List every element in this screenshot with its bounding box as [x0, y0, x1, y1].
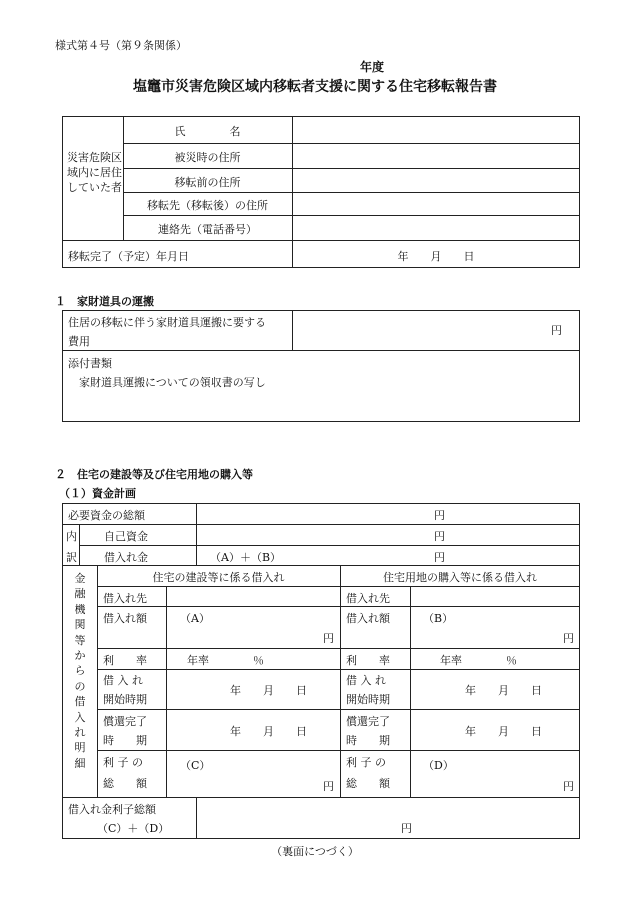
resident-group-label: 災害危険区域内に居住していた者	[67, 151, 122, 194]
breakdown-label-bottom: 訳	[66, 551, 77, 564]
land-start-date[interactable]: 年 月 日	[465, 684, 542, 697]
loan-total-unit: 円	[434, 551, 445, 564]
phone-field[interactable]	[293, 216, 579, 239]
new-address-field[interactable]	[293, 193, 579, 214]
total-funds-field[interactable]	[197, 504, 427, 523]
land-lender-field[interactable]	[411, 587, 579, 605]
total-interest-formula: （C）＋（D）	[97, 822, 170, 835]
land-amount-mark-b: （B）	[423, 612, 454, 625]
land-amount-label: 借入れ額	[346, 612, 390, 625]
total-funds-unit: 円	[434, 509, 445, 522]
loan-total-label: 借入れ金	[104, 551, 148, 564]
total-interest-field[interactable]	[197, 798, 397, 838]
disaster-address-label: 被災時の住所	[174, 151, 241, 164]
land-rate-label: 利 率	[346, 654, 390, 667]
land-interest-label-line2: 総 額	[346, 777, 390, 790]
page-title: 塩竈市災害危険区域内移転者支援に関する住宅移転報告書	[133, 79, 497, 95]
house-interest-label-line2: 総 額	[103, 777, 147, 790]
land-start-label-line2: 開始時期	[346, 693, 390, 706]
disaster-address-field[interactable]	[293, 144, 579, 167]
land-repay-label-line1: 償還完了	[346, 715, 390, 728]
moving-cost-label-line1: 住居の移転に伴う家財道具運搬に要する	[68, 316, 266, 329]
loan-formula: （A）＋（B）	[210, 551, 282, 564]
house-interest-unit: 円	[323, 780, 334, 793]
attachment-label: 添付書類	[68, 357, 112, 370]
house-interest-label-line1: 利 子 の	[103, 756, 143, 769]
fiscal-year-label: 年度	[360, 60, 385, 74]
house-start-date[interactable]: 年 月 日	[230, 684, 307, 697]
phone-label: 連絡先（電話番号）	[158, 223, 257, 236]
form-number: 様式第４号（第９条関係）	[55, 39, 187, 52]
continued-note: （裏面につづく）	[271, 845, 359, 858]
house-start-label-line1: 借 入 れ	[103, 674, 143, 687]
house-amount-unit: 円	[323, 632, 334, 645]
breakdown-label-top: 内	[66, 530, 77, 543]
land-start-label-line1: 借 入 れ	[346, 674, 386, 687]
house-interest-mark-c: （C）	[180, 759, 211, 772]
section1-heading: １ 家財道具の運搬	[55, 295, 154, 308]
own-funds-label: 自己資金	[104, 530, 148, 543]
land-rate-value[interactable]: 年率 ％	[440, 654, 517, 667]
previous-address-field[interactable]	[293, 169, 579, 191]
previous-address-label: 移転前の住所	[174, 176, 241, 189]
house-rate-value[interactable]: 年率 ％	[187, 654, 264, 667]
land-amount-unit: 円	[563, 632, 574, 645]
attachment-item: 家財道具運搬についての領収書の写し	[79, 376, 266, 389]
land-loan-column-header: 住宅用地の購入等に係る借入れ	[383, 571, 537, 584]
funding-plan-heading: （１）資金計画	[59, 487, 136, 500]
own-funds-field[interactable]	[197, 525, 427, 544]
total-interest-unit: 円	[401, 822, 412, 835]
own-funds-unit: 円	[434, 530, 445, 543]
house-lender-label: 借入れ先	[103, 592, 147, 605]
land-interest-mark-d: （D）	[423, 759, 454, 772]
total-interest-label: 借入れ金利子総額	[68, 803, 156, 816]
section2-heading: ２ 住宅の建設等及び住宅用地の購入等	[55, 468, 253, 481]
land-interest-label-line1: 利 子 の	[346, 756, 386, 769]
name-field[interactable]	[293, 117, 579, 142]
moving-cost-field[interactable]	[293, 311, 543, 349]
house-start-label-line2: 開始時期	[103, 693, 147, 706]
moving-cost-unit: 円	[551, 324, 562, 337]
land-repay-date[interactable]: 年 月 日	[465, 725, 542, 738]
completion-date-value[interactable]: 年 月 日	[397, 250, 475, 263]
house-repay-date[interactable]: 年 月 日	[230, 725, 307, 738]
moving-cost-label-line2: 費用	[68, 335, 90, 348]
house-loan-column-header: 住宅の建設等に係る借入れ	[152, 571, 285, 584]
completion-date-label: 移転完了（予定）年月日	[68, 250, 189, 263]
house-repay-label-line2: 時 期	[103, 734, 147, 747]
land-interest-unit: 円	[563, 780, 574, 793]
house-amount-label: 借入れ額	[103, 612, 147, 625]
new-address-label: 移転先（移転後）の住所	[147, 199, 268, 212]
land-repay-label-line2: 時 期	[346, 734, 390, 747]
house-repay-label-line1: 償還完了	[103, 715, 147, 728]
name-label: 氏 名	[174, 125, 241, 138]
loan-details-vertical-label: 金融機関等からの借入れ明細	[74, 572, 86, 770]
house-lender-field[interactable]	[167, 587, 339, 605]
land-lender-label: 借入れ先	[346, 592, 390, 605]
total-funds-label: 必要資金の総額	[68, 509, 145, 522]
house-amount-mark-a: （A）	[180, 612, 210, 625]
house-rate-label: 利 率	[103, 654, 147, 667]
